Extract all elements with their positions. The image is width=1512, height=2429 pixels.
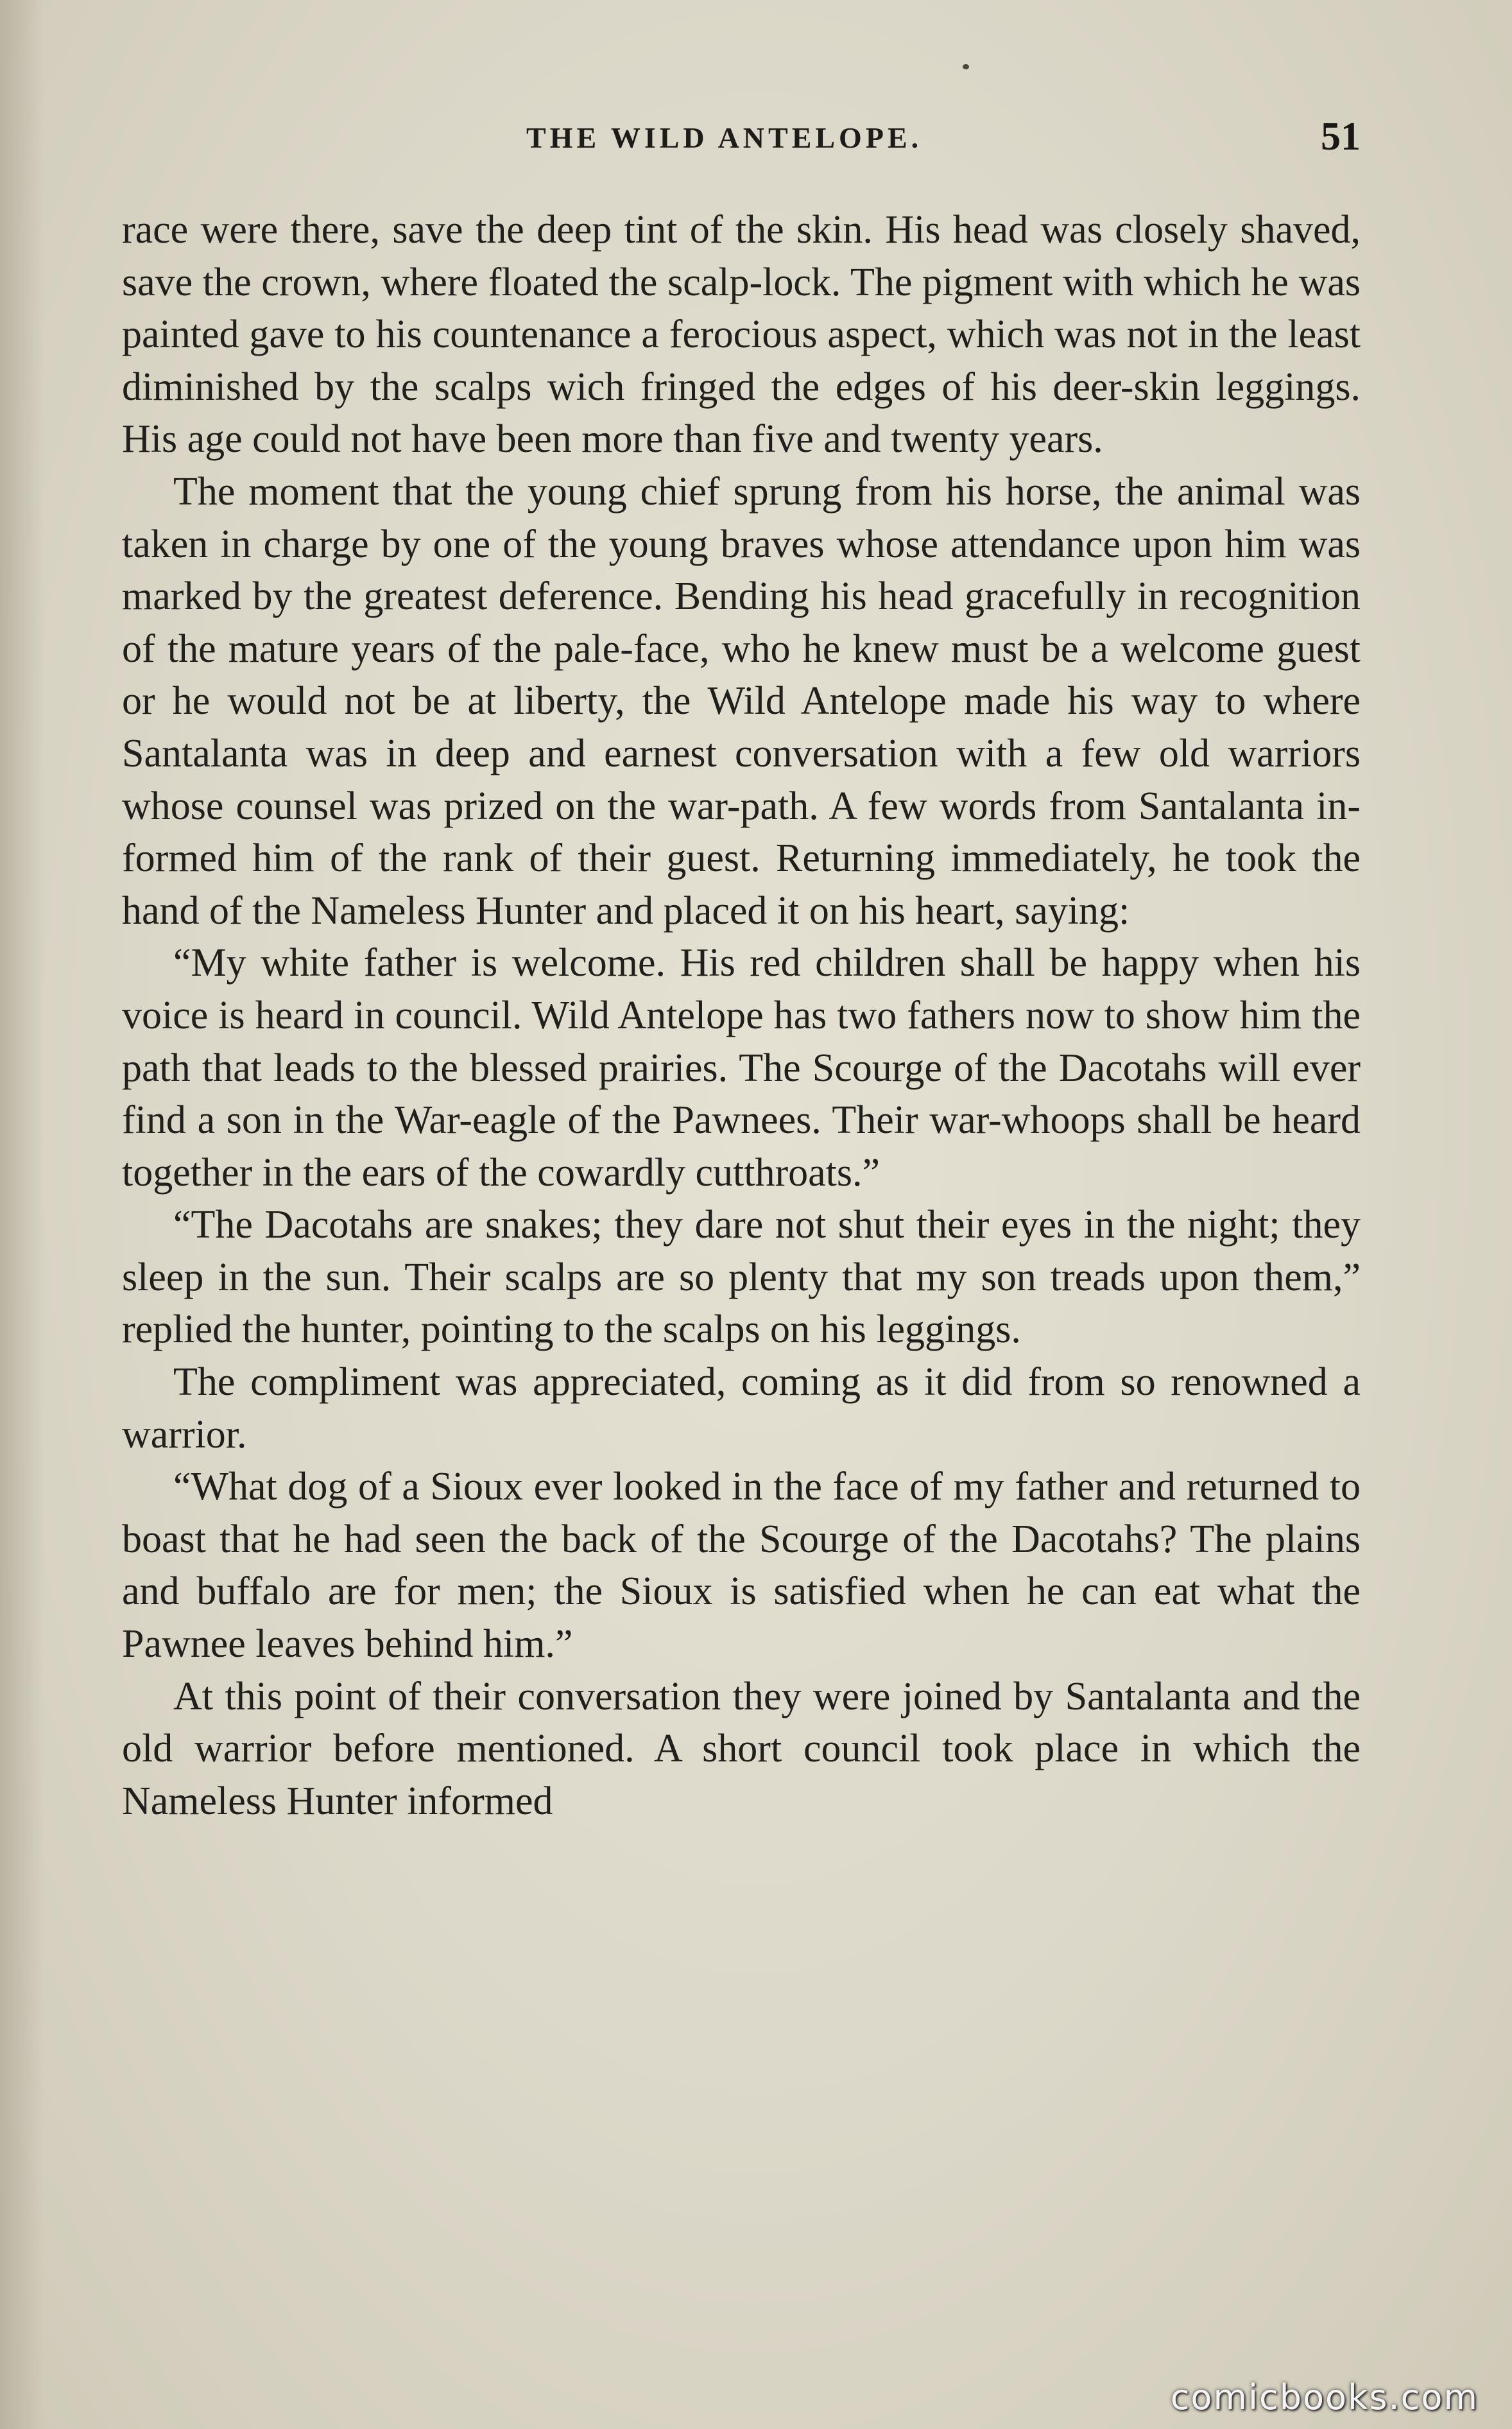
watermark: comicbooks.com <box>1170 2377 1479 2417</box>
paragraph: The compliment was appreciated, coming as it did from so renowned a warrior. <box>122 1360 1361 1457</box>
running-head: THE WILD ANTELOPE. <box>526 121 923 154</box>
page-number: 51 <box>1321 115 1361 159</box>
page-header <box>122 114 1361 172</box>
paragraph: “My white father is welcome. His red children shall be happy when his voice is heard in council. Wild Antelope has two fathers now to show him the path that leads to the blessed prairies. The Scourge of the Dacotahs will ever find a son in the War-eagle of the Pawnees. Their war-whoops shall be heard together in the ears of the cowardly cutthroats.” <box>122 941 1361 1195</box>
ink-speck <box>963 64 969 69</box>
paragraph: At this point of their conversation they were joined by Santalanta and the old warrior before mentioned. A short council took place in which the Nameless Hunter informed <box>122 1674 1361 1823</box>
paragraph: The moment that the young chief sprung from his horse, the animal was taken in charge by one of the young braves whose attendance upon him was marked by the greatest deference. Bending his head gracefully in recognition of the mature years of the pale-face, who he knew must be a welcome guest or he would not be at liberty, the Wild Antelope made his way to where Santalanta was in deep and earnest conversation with a few old warriors whose counsel was prized on the war-path. A few words from Santalanta informed him of the rank of their guest. Returning immediately, he took the hand of the Nameless Hunter and placed it on his heart, saying: <box>122 469 1361 933</box>
paragraph: “What dog of a Sioux ever looked in the face of my father and returned to boast that he had seen the back of the Scourge of the Dacotahs? The plains and buffalo are for men; the Sioux is satisfied when he can eat what the Pawnee leaves behind him.” <box>122 1465 1361 1666</box>
paragraph-continuation: race were there, save the deep tint of the skin. His head was closely shaved, save the crown, where floated the scalp-lock. The pigment with which he was painted gave to his countenance a ferocious aspect, which was not in the least diminished by the scalps wich fringed the edges of his deer-skin leggings. His age could not have been more than five and twenty years. <box>122 208 1361 462</box>
body-text <box>122 204 1361 1828</box>
page-edge-shadow <box>0 0 45 2429</box>
paragraph: “The Dacotahs are snakes; they dare not shut their eyes in the night; they sleep in the sun. Their scalps are so plenty that my son treads upon them,” replied the hunter, pointing to the scalps on his leggings. <box>122 1203 1361 1352</box>
